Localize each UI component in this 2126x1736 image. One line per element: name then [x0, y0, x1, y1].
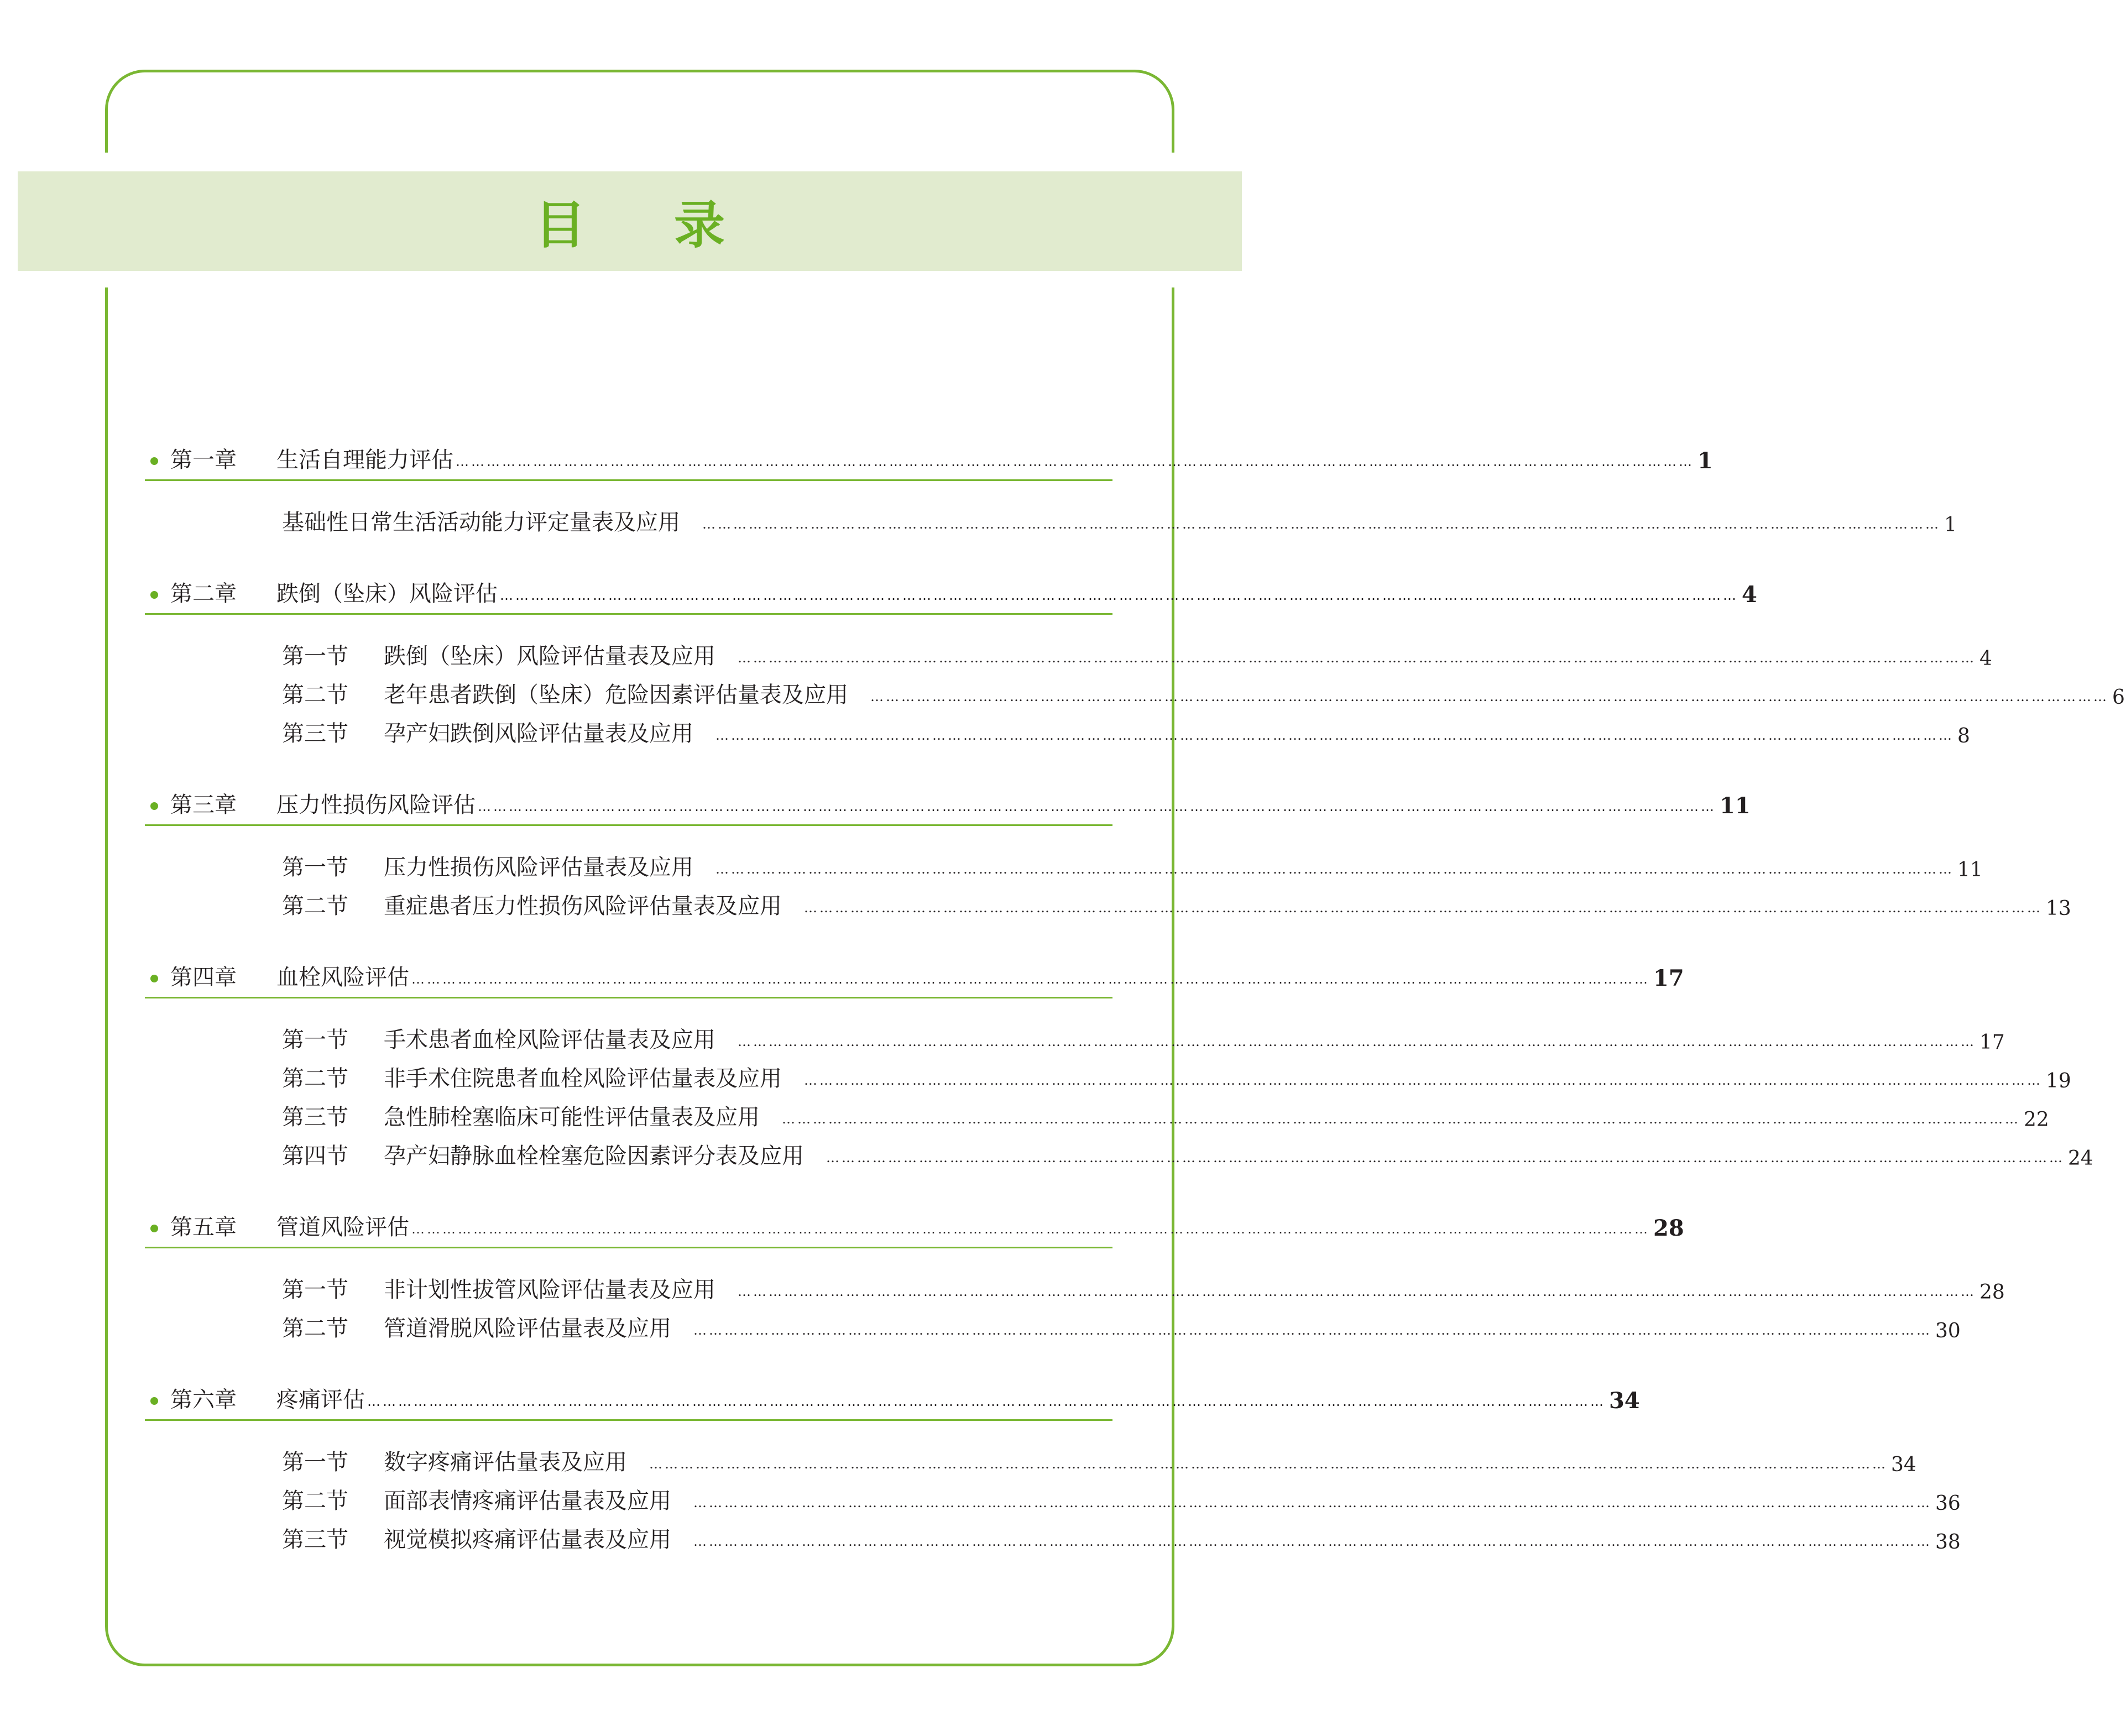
page-title: [18, 171, 1242, 271]
section-number: 第二节: [282, 1066, 348, 1091]
section-number: 第一节: [282, 1277, 348, 1303]
section-list: [145, 998, 2093, 1170]
section-title: 重症患者压力性损伤风险评估量表及应用: [384, 893, 782, 919]
section-title: 管道滑脱风险评估量表及应用: [384, 1316, 671, 1341]
dot-leader: ……………………………………………………………………………………………………………………………………………………………………………………………………………………: [367, 1394, 1606, 1409]
section-number: 第三节: [282, 1105, 348, 1130]
section-entry[interactable]: [282, 631, 1992, 670]
chapter-page-number: 34: [1609, 1388, 1640, 1414]
section-page-number: 11: [1957, 859, 1983, 881]
section-number: 第三节: [282, 1527, 348, 1552]
section-title: 面部表情疼痛评估量表及应用: [384, 1488, 671, 1514]
chapter-number: 第四章: [170, 965, 237, 990]
section-entry[interactable]: [282, 498, 1957, 536]
title-band: [18, 171, 1242, 271]
chapter-entry[interactable]: [145, 576, 1757, 615]
bullet-icon: [150, 1225, 158, 1232]
title-char-right: 录: [674, 196, 725, 255]
section-entry[interactable]: [282, 1092, 2049, 1131]
section-list: [145, 481, 1957, 536]
chapter-block: [145, 1210, 2005, 1342]
dot-leader: ……………………………………………………………………………………………………………………………………………………………………………………………………………………: [456, 454, 1694, 469]
chapter-title: 压力性损伤风险评估: [276, 792, 476, 818]
dot-leader: ……………………………………………………………………………………………………………………………………………………………………………………………………………………: [870, 689, 2109, 704]
chapter-page-number: 28: [1653, 1215, 1684, 1241]
chapter-title: 跌倒（坠床）风险评估: [276, 581, 498, 606]
section-entry[interactable]: [282, 1265, 2005, 1304]
chapter-title: 血栓风险评估: [276, 965, 409, 990]
dot-leader: ……………………………………………………………………………………………………………………………………………………………………………………………………………………: [702, 516, 1941, 532]
section-entry[interactable]: [282, 1131, 2093, 1170]
chapter-title: 生活自理能力评估: [276, 447, 453, 473]
section-entry[interactable]: [282, 670, 2125, 709]
section-page-number: 8: [1957, 725, 1970, 747]
dot-leader: ……………………………………………………………………………………………………………………………………………………………………………………………………………………: [715, 728, 1954, 743]
chapter-page-number: 17: [1653, 965, 1684, 991]
dot-leader: ……………………………………………………………………………………………………………………………………………………………………………………………………………………: [693, 1534, 1932, 1549]
section-list: [145, 1421, 1961, 1554]
section-page-number: 17: [1979, 1031, 2005, 1054]
section-title: 基础性日常生活活动能力评定量表及应用: [282, 510, 680, 535]
title-char-left: 目: [534, 196, 586, 255]
dot-leader: ……………………………………………………………………………………………………………………………………………………………………………………………………………………: [715, 861, 1954, 877]
chapter-number: 第二章: [170, 581, 237, 606]
section-list: [145, 615, 2125, 747]
bullet-icon: [150, 591, 158, 599]
section-page-number: 36: [1935, 1492, 1961, 1515]
bullet-icon: [150, 975, 158, 982]
section-title: 非手术住院患者血栓风险评估量表及应用: [384, 1066, 782, 1091]
section-number: 第二节: [282, 682, 348, 708]
chapter-block: [145, 442, 1957, 536]
chapter-title: 管道风险评估: [276, 1215, 409, 1240]
section-page-number: 4: [1979, 647, 1992, 670]
chapter-number: 第三章: [170, 792, 237, 818]
section-number: 第二节: [282, 1488, 348, 1514]
section-title: 非计划性拔管风险评估量表及应用: [384, 1277, 715, 1303]
section-number: 第四节: [282, 1143, 348, 1169]
section-page-number: 30: [1935, 1320, 1961, 1342]
chapter-block: [145, 1382, 1961, 1554]
chapter-block: [145, 576, 2125, 747]
section-entry[interactable]: [282, 1304, 1961, 1342]
section-page-number: 6: [2112, 686, 2125, 709]
bullet-icon: [150, 802, 158, 810]
chapter-number: 第一章: [170, 447, 237, 473]
dot-leader: ……………………………………………………………………………………………………………………………………………………………………………………………………………………: [693, 1322, 1932, 1338]
dot-leader: ……………………………………………………………………………………………………………………………………………………………………………………………………………………: [649, 1456, 1888, 1472]
dot-leader: ……………………………………………………………………………………………………………………………………………………………………………………………………………………: [738, 1034, 1976, 1049]
table-of-contents: [145, 442, 2125, 1554]
section-page-number: 28: [1979, 1281, 2005, 1304]
section-page-number: 13: [2046, 897, 2071, 920]
section-list: [145, 826, 2071, 920]
section-title: 手术患者血栓风险评估量表及应用: [384, 1027, 715, 1053]
section-title: 数字疼痛评估量表及应用: [384, 1450, 627, 1475]
dot-leader: ……………………………………………………………………………………………………………………………………………………………………………………………………………………: [804, 900, 2043, 916]
section-title: 急性肺栓塞临床可能性评估量表及应用: [384, 1105, 760, 1130]
chapter-block: [145, 960, 2093, 1170]
section-entry[interactable]: [282, 709, 1970, 747]
section-number: 第二节: [282, 893, 348, 919]
section-entry[interactable]: [282, 1476, 1961, 1515]
chapter-entry[interactable]: [145, 960, 1684, 998]
dot-leader: ……………………………………………………………………………………………………………………………………………………………………………………………………………………: [478, 799, 1716, 814]
section-page-number: 22: [2024, 1108, 2049, 1131]
chapter-page-number: 11: [1720, 793, 1751, 819]
section-page-number: 24: [2068, 1147, 2093, 1170]
section-entry[interactable]: [282, 843, 1983, 881]
section-number: 第一节: [282, 1027, 348, 1053]
dot-leader: ……………………………………………………………………………………………………………………………………………………………………………………………………………………: [826, 1150, 2065, 1165]
section-title: 视觉模拟疼痛评估量表及应用: [384, 1527, 671, 1552]
section-number: 第一节: [282, 855, 348, 880]
chapter-entry[interactable]: [145, 1382, 1640, 1421]
dot-leader: ……………………………………………………………………………………………………………………………………………………………………………………………………………………: [411, 1221, 1650, 1237]
chapter-number: 第六章: [170, 1387, 237, 1413]
dot-leader: ……………………………………………………………………………………………………………………………………………………………………………………………………………………: [738, 1284, 1976, 1299]
chapter-block: [145, 787, 2071, 920]
section-list: [145, 1248, 2005, 1342]
section-number: 第三节: [282, 721, 348, 746]
section-title: 孕产妇静脉血栓栓塞危险因素评分表及应用: [384, 1143, 804, 1169]
bullet-icon: [150, 457, 158, 465]
section-number: 第一节: [282, 1450, 348, 1475]
section-page-number: 34: [1891, 1453, 1916, 1476]
chapter-entry[interactable]: [145, 1210, 1684, 1248]
chapter-entry[interactable]: [145, 442, 1713, 481]
dot-leader: ……………………………………………………………………………………………………………………………………………………………………………………………………………………: [804, 1073, 2043, 1088]
section-page-number: 38: [1935, 1531, 1961, 1554]
section-page-number: 1: [1944, 514, 1957, 536]
section-title: 压力性损伤风险评估量表及应用: [384, 855, 693, 880]
dot-leader: ……………………………………………………………………………………………………………………………………………………………………………………………………………………: [782, 1111, 2020, 1127]
section-title: 老年患者跌倒（坠床）危险因素评估量表及应用: [384, 682, 848, 708]
bullet-icon: [150, 1397, 158, 1405]
section-entry[interactable]: [282, 1015, 2005, 1054]
section-page-number: 19: [2046, 1070, 2071, 1092]
chapter-number: 第五章: [170, 1215, 237, 1240]
section-number: 第一节: [282, 644, 348, 669]
page-frame-top: [105, 70, 1174, 153]
dot-leader: ……………………………………………………………………………………………………………………………………………………………………………………………………………………: [411, 971, 1650, 987]
section-number: 第二节: [282, 1316, 348, 1341]
chapter-page-number: 4: [1742, 582, 1757, 608]
section-entry[interactable]: [282, 1515, 1961, 1554]
section-entry[interactable]: [282, 1437, 1916, 1476]
section-title: 孕产妇跌倒风险评估量表及应用: [384, 721, 693, 746]
dot-leader: ……………………………………………………………………………………………………………………………………………………………………………………………………………………: [738, 650, 1976, 666]
section-entry[interactable]: [282, 1054, 2071, 1092]
section-entry[interactable]: [282, 881, 2071, 920]
chapter-entry[interactable]: [145, 787, 1751, 826]
chapter-title: 疼痛评估: [276, 1387, 365, 1413]
dot-leader: ……………………………………………………………………………………………………………………………………………………………………………………………………………………: [500, 588, 1738, 603]
dot-leader: ……………………………………………………………………………………………………………………………………………………………………………………………………………………: [693, 1495, 1932, 1510]
chapter-page-number: 1: [1697, 448, 1713, 474]
section-title: 跌倒（坠床）风险评估量表及应用: [384, 644, 715, 669]
